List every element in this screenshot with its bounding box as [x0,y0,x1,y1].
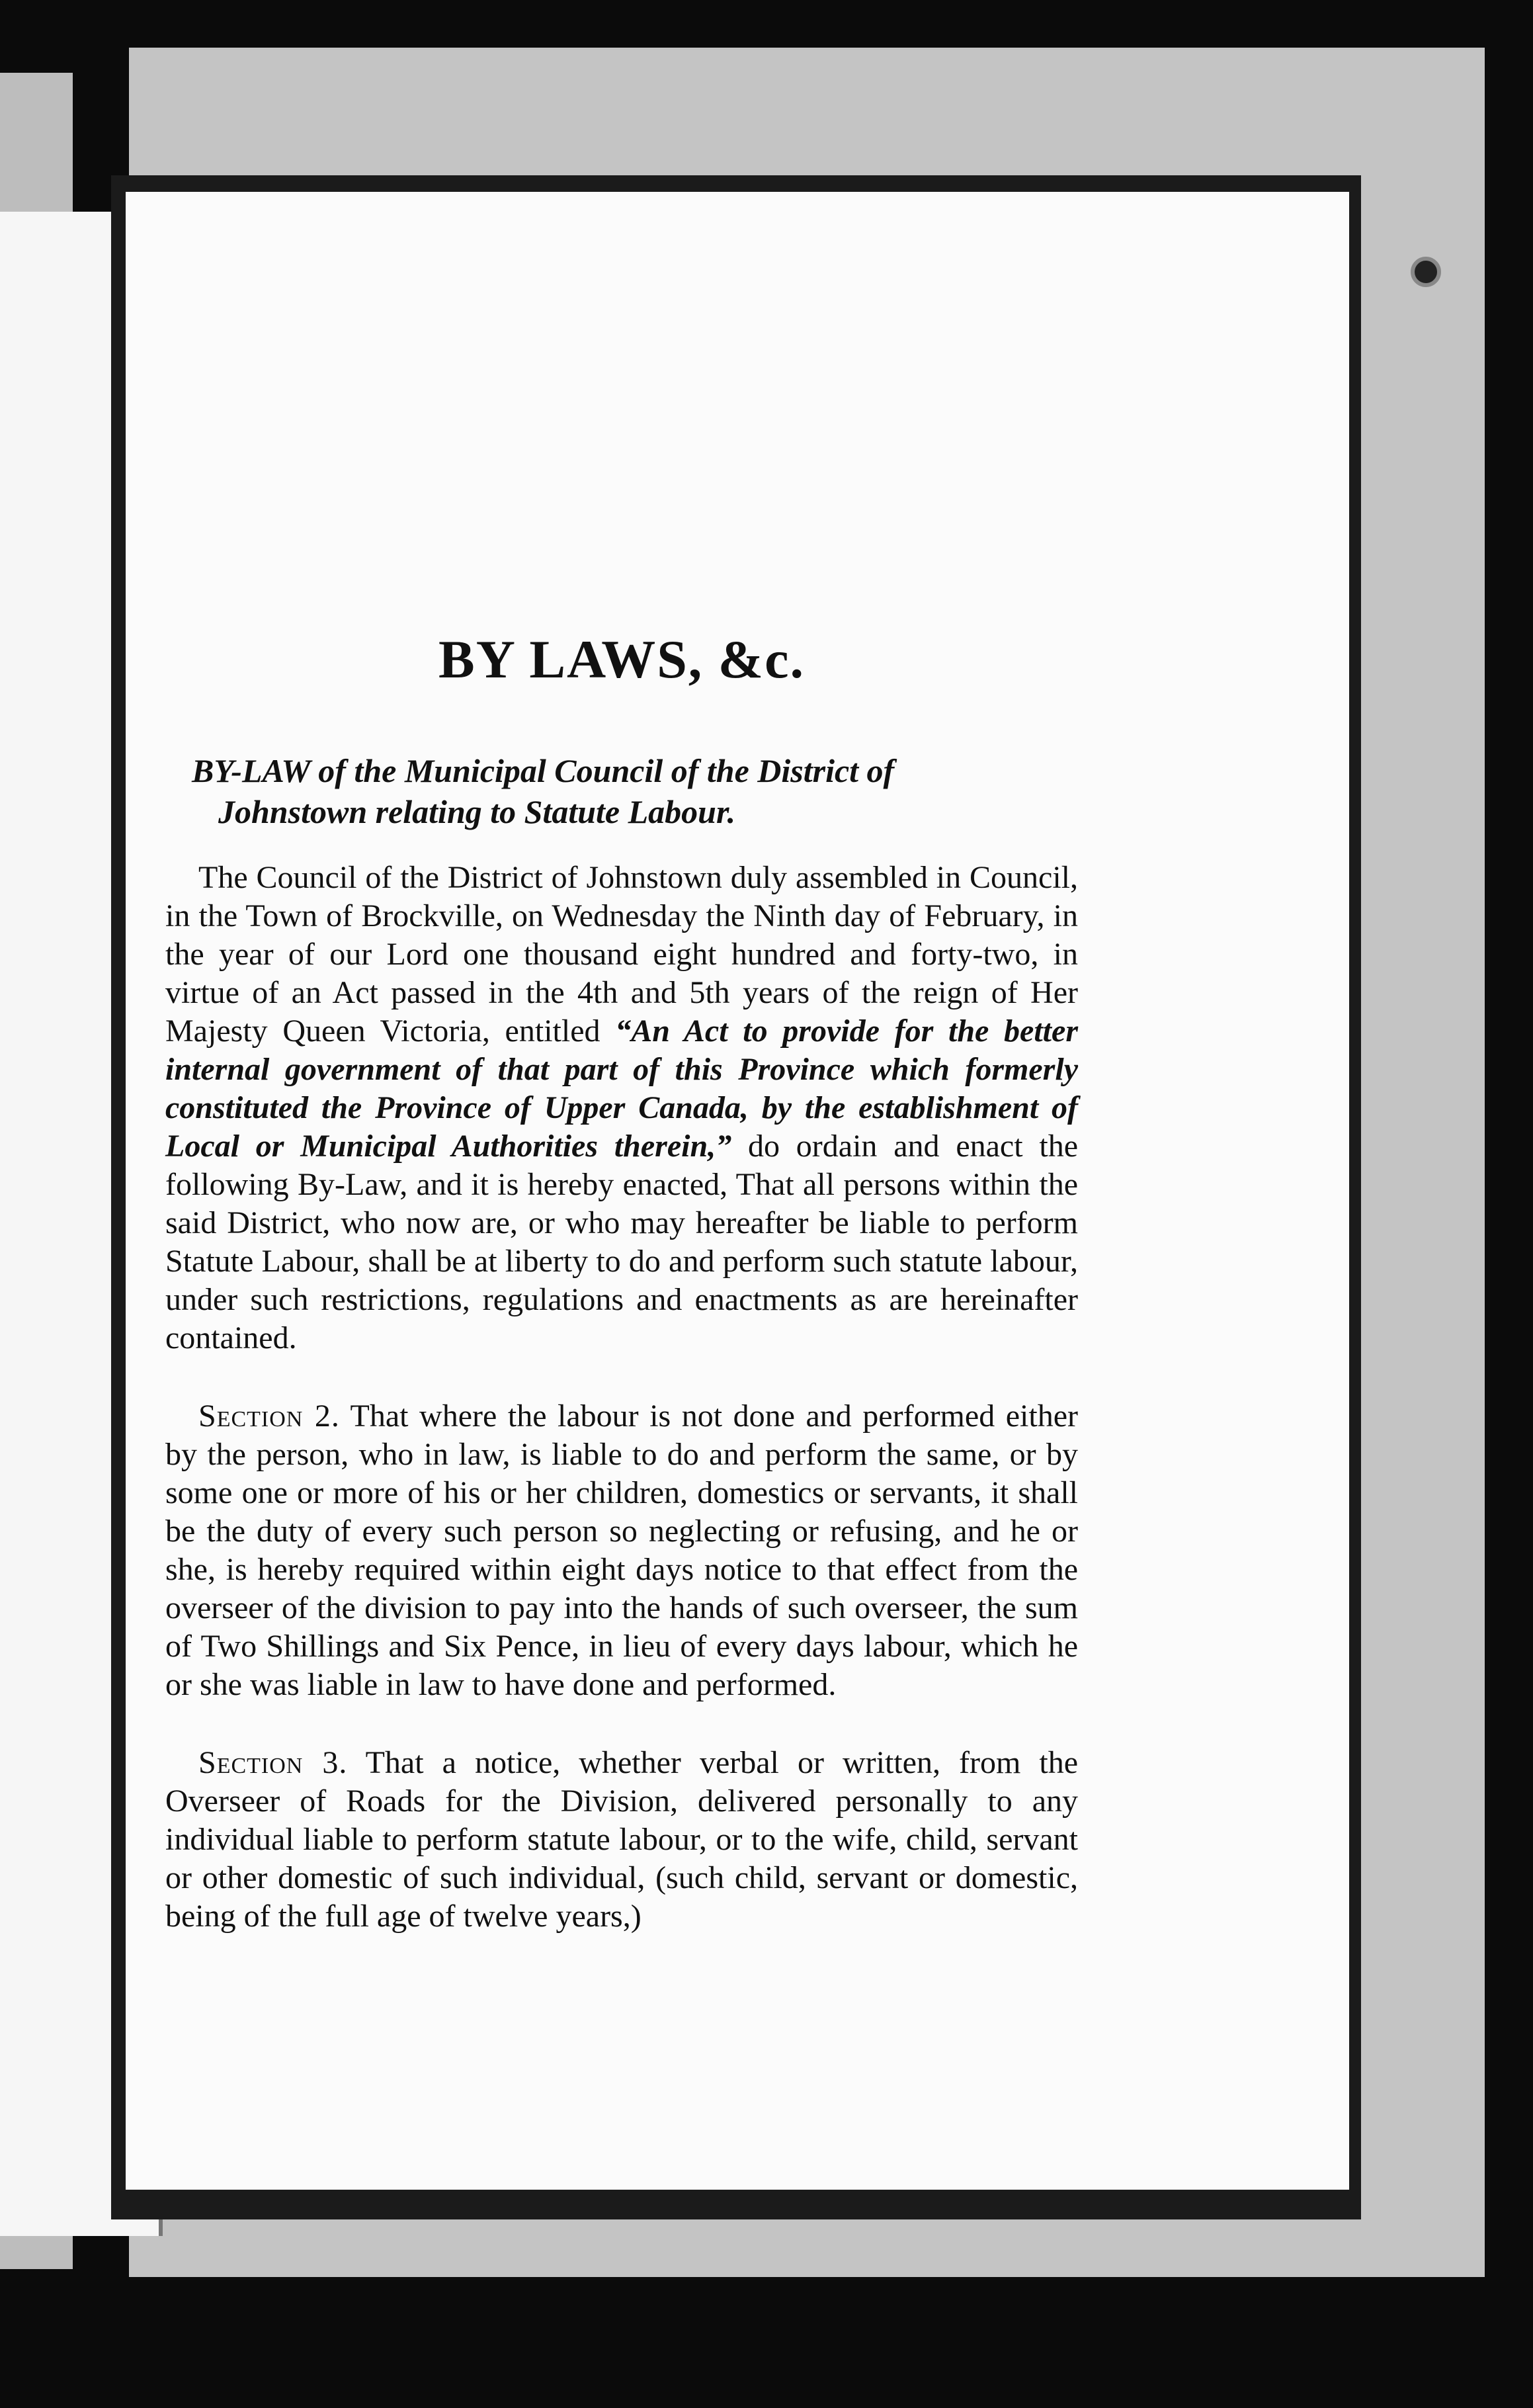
bylaw-heading-line1: BY-LAW of the Municipal Council of the District of [192,752,895,789]
preamble-text-b: do ordain and enact the following By-Law, and it is hereby enacted, That all persons within the said District, who now are, or who may hereafter be liable to perform Statute Labour, shall be at liberty to do and perform such statute labour, under such restrictions, regulations and enactments as are hereinafter contained. [165,1129,1078,1355]
page-content [165,628,1078,1975]
section-3-label: Section 3. [198,1745,348,1780]
section-2-paragraph [165,1397,1078,1704]
bylaw-heading-line2: Johnstown relating to Statute Labour. [218,793,736,830]
binding-hole-icon [1411,257,1441,287]
section-3-paragraph [165,1744,1078,1936]
preamble-text-a: The Council of the District of Johnstown duly assembled in Council, in the Town of Brockville, on Wednesday the Ninth day of February, in the year of our Lord one thousand eight hundred and forty-two, in virtue of an Act passed in the 4th and 5th years of the reign of Her Majesty Queen Victoria, entitled [165,860,1078,1049]
bylaw-heading [192,750,1078,832]
preamble-paragraph [165,859,1078,1357]
act-title: “An Act to provide for the better internal government of that part of this Province which formerly constituted the Province of Upper Canada, by the establishment of Local or Municipal Authorities therein,” [165,1013,1078,1164]
section-2-text: That where the labour is not done and performed either by the person, who in law, is liable to do and perform the same, or by some one or more of his or her children, domestics or servants, it shall be the duty of every such person so neglecting or refusing, and he or she, is hereby required within eight days notice to that effect from the overseer of the division to pay into the hands of such overseer, the sum of Two Shillings and Six Pence, in lieu of every days labour, which he or she was liable in law to have done and performed. [165,1398,1079,1702]
section-3-text: That a notice, whether verbal or written, from the Overseer of Roads for the Division, delivered personally to any individual liable to perform statute labour, or to the wife, child, servant or other domestic of such individual, (such child, servant or domestic, being of the full age of twelve years,) [165,1745,1079,1934]
page-title: BY LAWS, &c. [438,629,805,689]
section-2-label: Section 2. [198,1398,340,1434]
ink-stamp-mark [688,1985,939,2031]
